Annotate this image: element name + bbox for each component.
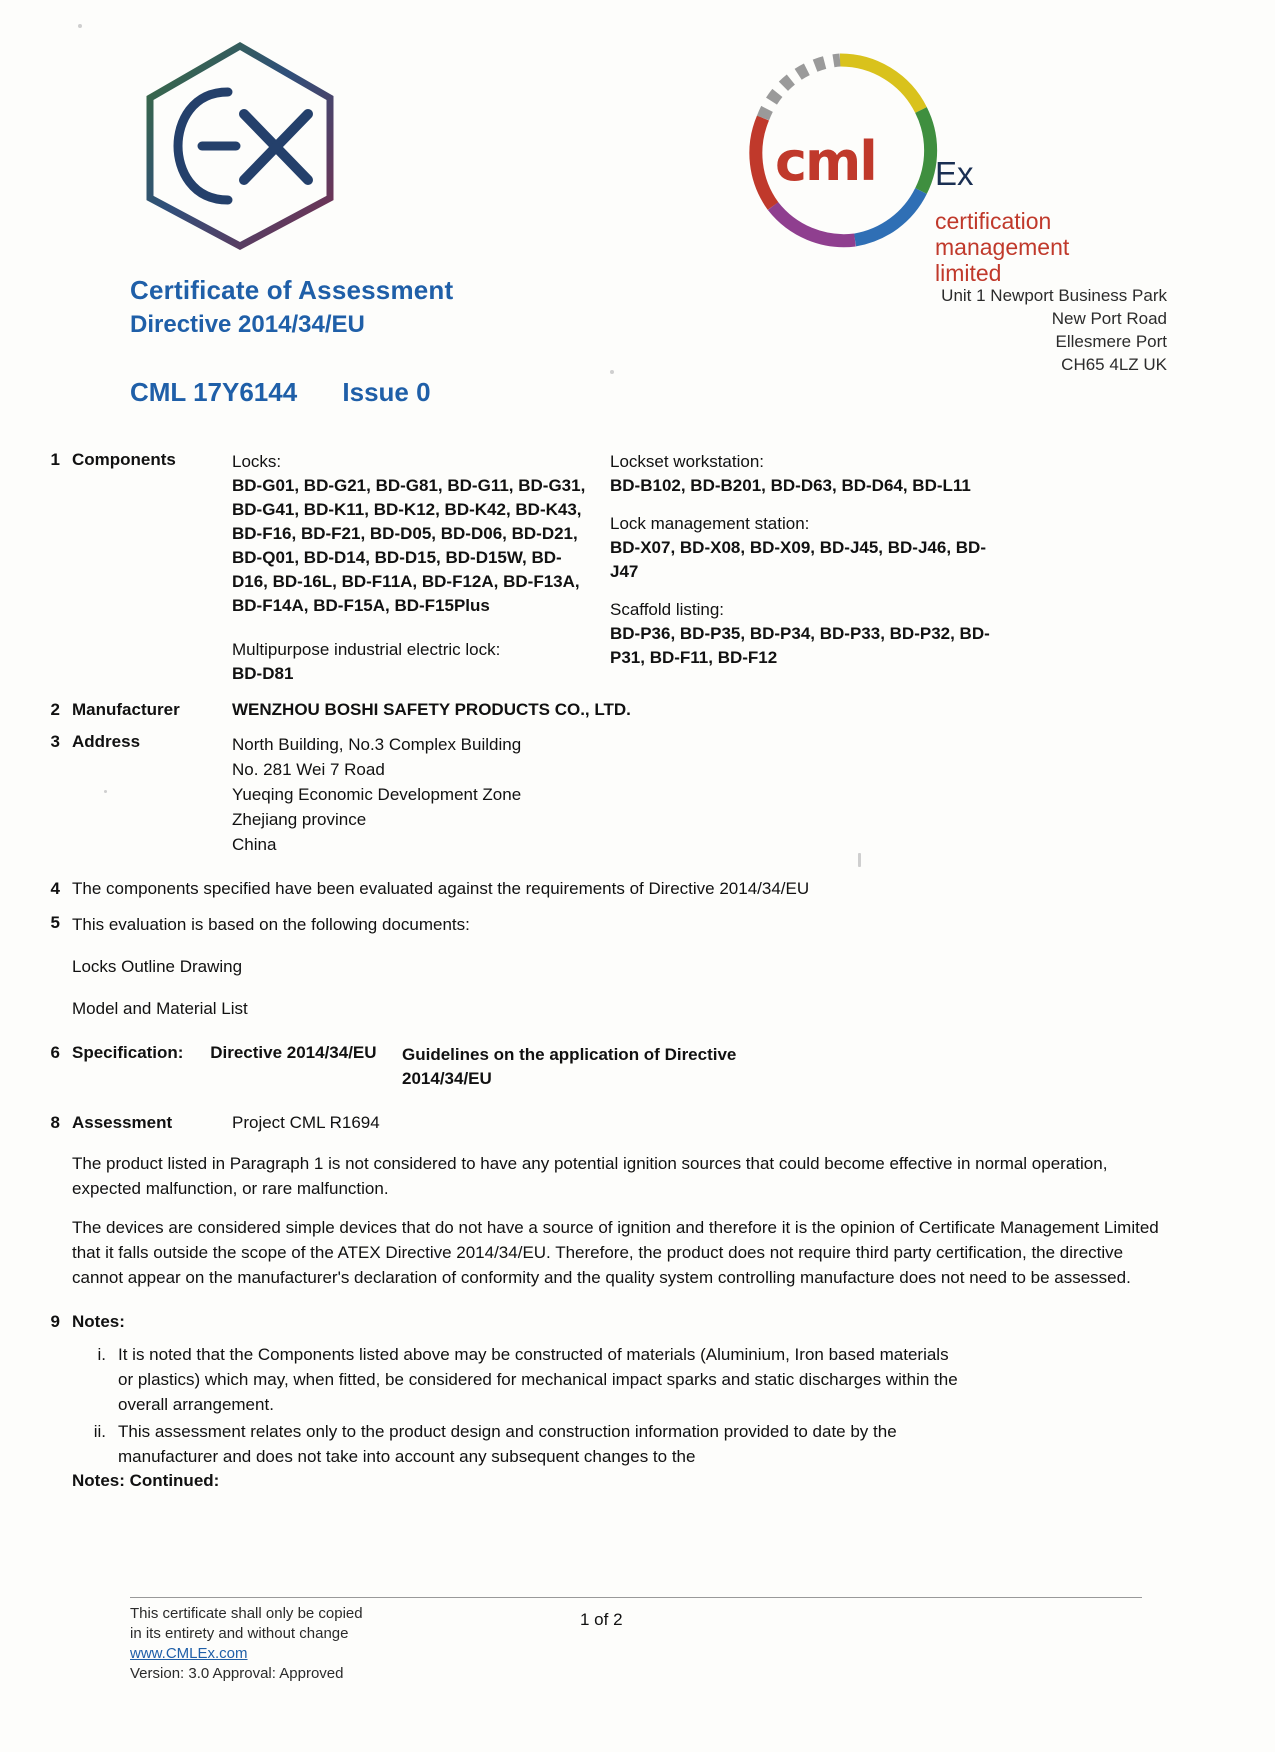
section-label: Components [72,450,176,469]
assessment-paragraph-2: The devices are considered simple devices that do not have a source of ignition and therefore it is the opinion of Certificate Management Limited that it falls outside the scope of the ATEX Directive 2014/34/EU. Therefore, the product does not require third party certification, the directive cannot appear on the manufacturer's declaration of conformity and the quality system controlling manufacture does not need to be assessed. [72,1218,1159,1287]
cml-ex-text: Ex [935,155,974,192]
page-number: 1 of 2 [580,1610,623,1629]
management-heading: Lock management station: [610,514,810,533]
document-item-2: Model and Material List [72,999,248,1018]
manufacturer-value: WENZHOU BOSHI SAFETY PRODUCTS CO., LTD. [232,700,631,719]
note-marker: ii. [93,1422,106,1441]
specification-guidelines: Guidelines on the application of Directive 2014/34/EU [402,1045,737,1088]
document-body [0,450,1275,1491]
section-documents [0,913,1275,1021]
management-list: BD-X07, BD-X08, BD-X09, BD-J45, BD-J46, BD-J47 [610,538,986,581]
atex-ex-hexagon-icon [140,40,340,252]
section-address [0,732,1275,857]
section-components [0,450,1275,686]
company-address-line-2: New Port Road [1051,309,1167,328]
manufacturer-address-line-5: China [232,835,277,854]
lockset-heading: Lockset workstation: [610,452,765,471]
assessment-project: Project CML R1694 [232,1113,380,1132]
documents-intro: This evaluation is based on the following documents: [72,915,470,934]
section-number: 2 [50,700,60,719]
certificate-number: CML 17Y6144 [130,377,298,407]
note-text: It is noted that the Components listed above may be constructed of materials (Aluminium, Iron based materials or plastics) which may, when fitted, be considered for mechanical impact sparks and static discharges within the overall arrangement. [118,1345,958,1414]
footer-divider [130,1597,1142,1598]
document-footer [130,1597,1150,1684]
manufacturer-address-line-4: Zhejiang province [232,810,367,829]
manufacturer-address-line-3: Yueqing Economic Development Zone [232,785,522,804]
title-directive: Directive 2014/34/EU [130,311,365,338]
section-number: 3 [50,732,60,751]
section-number: 1 [50,450,60,469]
section-number: 9 [50,1312,60,1331]
footer-line-1: This certificate shall only be copied [130,1605,363,1622]
list-item [72,1342,1275,1417]
footer-line-2: in its entirety and without change [130,1625,349,1642]
section-specification [0,1043,1275,1091]
scaffold-list: BD-P36, BD-P35, BD-P34, BD-P33, BD-P32, BD-P31, BD-F11, BD-F12 [610,624,990,667]
notes-continued: Notes: Continued: [72,1471,220,1490]
spacer [0,1151,72,1304]
footer-website-link[interactable]: www.CMLEx.com [130,1645,248,1662]
specification-value: Directive 2014/34/EU [210,1043,377,1062]
scan-speck [78,24,82,28]
assessment-paragraph-1: The product listed in Paragraph 1 is not considered to have any potential ignition sources that could become effective in normal operation, expected malfunction, or rare malfunction. [72,1154,1108,1198]
document-header [0,30,1275,286]
scaffold-heading: Scaffold listing: [610,600,725,619]
notes-label: Notes: [72,1312,125,1331]
manufacturer-address-line-1: North Building, No.3 Complex Building [232,735,522,754]
multipurpose-heading: Multipurpose industrial electric lock: [232,640,501,659]
specification-label: Specification: [72,1043,184,1062]
locks-list: BD-G01, BD-G21, BD-G81, BD-G11, BD-G31, BD-G41, BD-K11, BD-K12, BD-K42, BD-K43, BD-F16, BD-F21, BD-D05, BD-D06, BD-D21, BD-Q01, BD-D14, BD-D15, BD-D15W, BD-D16, BD-16L, BD-F11A, BD-F12A, BD-F13A, BD-F14A, BD-F15A, BD-F15Plus [232,476,586,615]
evaluated-text: The components specified have been evaluated against the requirements of Directive 2014/34/EU [72,879,810,898]
assessment-paragraphs [0,1151,1275,1304]
list-item [72,1419,1275,1469]
lockset-list: BD-B102, BD-B201, BD-D63, BD-D64, BD-L11 [610,476,971,495]
document-item-1: Locks Outline Drawing [72,957,243,976]
section-assessment [0,1113,1275,1151]
title-block [130,275,690,408]
section-manufacturer [0,700,1275,720]
company-address-line-3: Ellesmere Port [1055,332,1167,351]
section-evaluated [0,879,1275,899]
certificate-issue: Issue 0 [342,377,431,407]
locks-heading: Locks: [232,452,282,471]
section-number: 6 [50,1043,60,1062]
company-address-line-1: Unit 1 Newport Business Park [941,286,1167,305]
cml-wordmark: cml [775,130,876,193]
section-number: 4 [50,879,60,898]
section-notes [0,1312,1275,1491]
certificate-number-row [130,377,690,408]
section-number: 8 [50,1113,60,1132]
company-address-line-4: CH65 4LZ UK [1061,355,1167,374]
footer-version: Version: 3.0 Approval: Approved [130,1665,344,1682]
cml-tagline: certification management limited [935,208,1070,286]
notes-list [72,1342,1275,1469]
section-label: Assessment [72,1113,173,1132]
manufacturer-address-line-2: No. 281 Wei 7 Road [232,760,385,779]
section-label: Address [72,732,141,751]
section-label: Manufacturer [72,700,180,719]
multipurpose-list: BD-D81 [232,664,294,683]
page-title: Certificate of Assessment [130,275,454,305]
company-address [941,284,1167,376]
note-text: This assessment relates only to the product design and construction information provided to date by the manufacturer and does not take into account any subsequent changes to the [118,1422,897,1466]
section-number: 5 [50,913,60,932]
note-marker: i. [97,1345,106,1364]
